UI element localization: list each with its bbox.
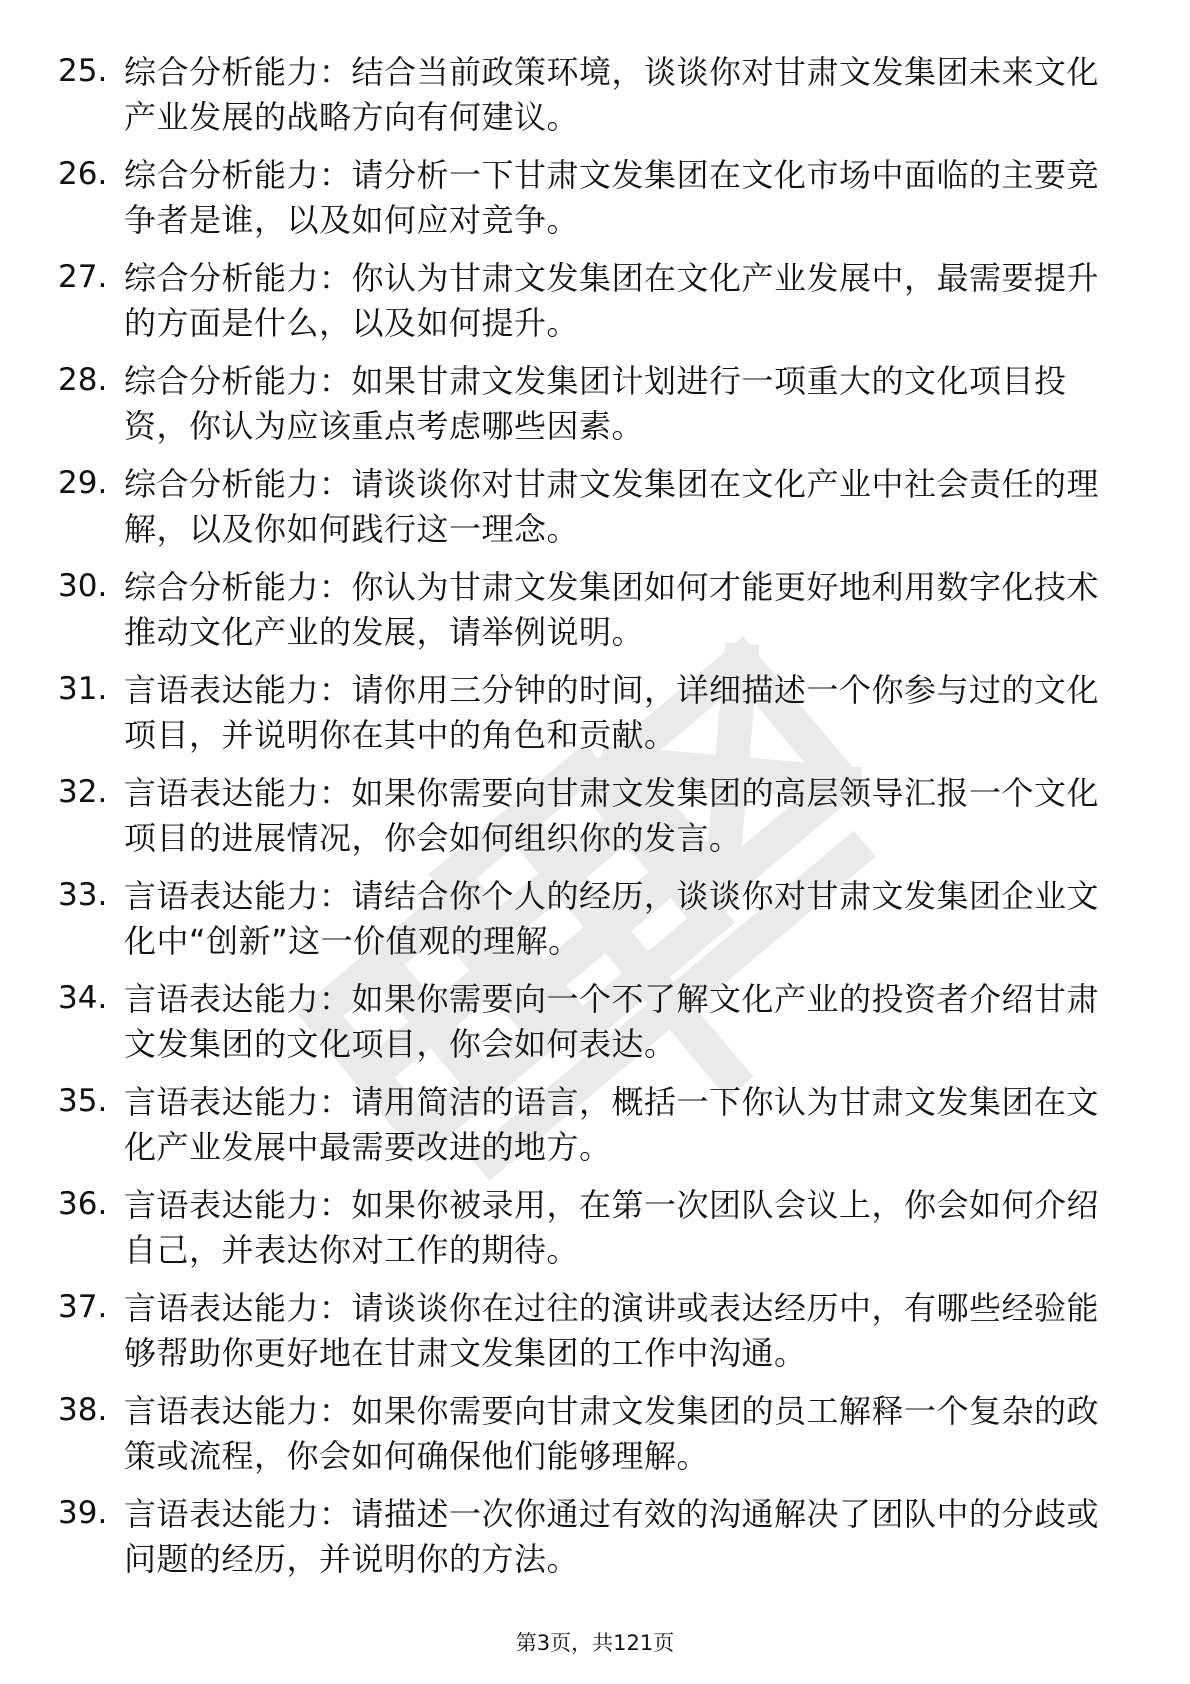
question-text: 言语表达能力：请描述一次你通过有效的沟通解决了团队中的分歧或问题的经历，并说明你的方法。 (124, 1495, 1100, 1578)
question-number: 25. (58, 53, 108, 89)
question-text: 言语表达能力：如果你需要向甘肃文发集团的高层领导汇报一个文化项目的进展情况，你会如何组织你的发言。 (124, 774, 1100, 857)
question-text: 言语表达能力：如果你需要向一个不了解文化产业的投资者介绍甘肃文发集团的文化项目，你会如何表达。 (124, 980, 1100, 1063)
list-item (58, 462, 1118, 565)
question-number: 37. (58, 1289, 108, 1325)
question-text: 综合分析能力：你认为甘肃文发集团如何才能更好地利用数字化技术推动文化产业的发展，请举例说明。 (124, 568, 1100, 651)
question-text: 综合分析能力：你认为甘肃文发集团在文化产业发展中，最需要提升的方面是什么，以及如何提升。 (124, 259, 1100, 342)
question-number: 34. (58, 980, 108, 1016)
question-number: 31. (58, 671, 108, 707)
list-item (58, 1389, 1118, 1492)
question-text: 综合分析能力：如果甘肃文发集团计划进行一项重大的文化项目投资，你认为应该重点考虑哪些因素。 (124, 362, 1067, 445)
question-number: 29. (58, 465, 108, 501)
question-number: 27. (58, 259, 108, 295)
list-item (58, 1080, 1118, 1183)
question-text: 言语表达能力：请你用三分钟的时间，详细描述一个你参与过的文化项目，并说明你在其中的角色和贡献。 (124, 671, 1100, 754)
list-item (58, 50, 1118, 153)
list-item (58, 359, 1118, 462)
list-item (58, 565, 1118, 668)
question-number: 39. (58, 1495, 108, 1531)
list-item (58, 1492, 1118, 1595)
question-number: 32. (58, 774, 108, 810)
list-item (58, 1286, 1118, 1389)
list-item (58, 256, 1118, 359)
question-list (58, 50, 1118, 1595)
question-number: 30. (58, 568, 108, 604)
list-item (58, 874, 1118, 977)
question-number: 26. (58, 156, 108, 192)
question-number: 33. (58, 877, 108, 913)
question-text: 言语表达能力：请结合你个人的经历，谈谈你对甘肃文发集团企业文化中“创新”这一价值观的理解。 (124, 877, 1100, 960)
question-text: 言语表达能力：请用简洁的语言，概括一下你认为甘肃文发集团在文化产业发展中最需要改进的地方。 (124, 1083, 1100, 1166)
list-item (58, 153, 1118, 256)
list-item (58, 977, 1118, 1080)
question-text: 综合分析能力：请分析一下甘肃文发集团在文化市场中面临的主要竞争者是谁，以及如何应对竞争。 (124, 156, 1100, 239)
question-text: 综合分析能力：结合当前政策环境，谈谈你对甘肃文发集团未来文化产业发展的战略方向有何建议。 (124, 53, 1100, 136)
question-text: 言语表达能力：如果你被录用，在第一次团队会议上，你会如何介绍自己，并表达你对工作的期待。 (124, 1186, 1100, 1269)
question-text: 言语表达能力：请谈谈你在过往的演讲或表达经历中，有哪些经验能够帮助你更好地在甘肃文发集团的工作中沟通。 (124, 1289, 1100, 1372)
list-item (58, 668, 1118, 771)
question-text: 综合分析能力：请谈谈你对甘肃文发集团在文化产业中社会责任的理解，以及你如何践行这一理念。 (124, 465, 1100, 548)
list-item (58, 771, 1118, 874)
question-number: 36. (58, 1186, 108, 1222)
question-number: 28. (58, 362, 108, 398)
question-number: 35. (58, 1083, 108, 1119)
list-item (58, 1183, 1118, 1286)
question-number: 38. (58, 1392, 108, 1428)
page-number-footer: 第3页，共121页 (515, 1631, 675, 1655)
question-text: 言语表达能力：如果你需要向甘肃文发集团的员工解释一个复杂的政策或流程，你会如何确保他们能够理解。 (124, 1392, 1100, 1475)
